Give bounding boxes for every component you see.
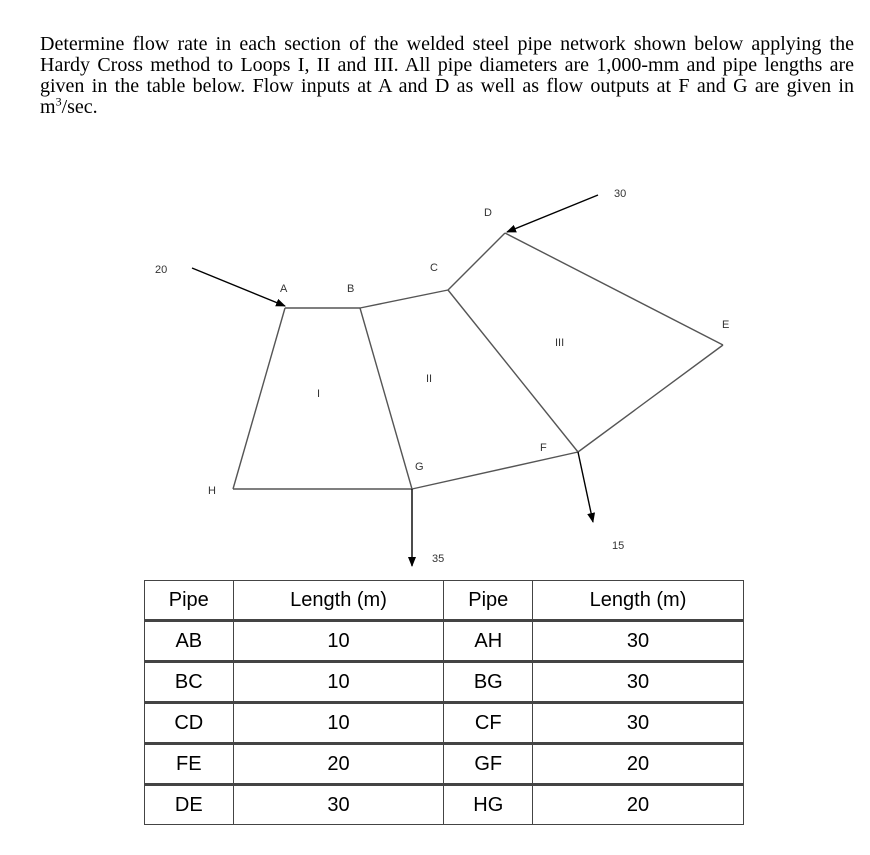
node-label-A: A <box>280 283 288 295</box>
loop-label-II: II <box>426 373 433 385</box>
table-header-row <box>145 581 744 621</box>
arrow-outflow-F <box>578 452 593 522</box>
table-cell: BC <box>145 662 234 703</box>
pipe-CD <box>448 233 505 290</box>
flow-value-out-F: 15 <box>612 540 625 552</box>
table-cell: 30 <box>233 785 444 825</box>
table-row <box>145 744 744 785</box>
pipe-length-table <box>144 580 744 825</box>
unit-superscript: 3 <box>55 94 62 109</box>
flow-values <box>155 188 626 565</box>
problem-text: Determine flow rate in each section of the welded steel pipe network shown below applying the Hardy Cross method to Loops I, II and III. All pipe diameters are 1,000-mm and pipe lengths are given in the table below. Flow inputs at A and D as well as flow outputs at F and G are given in m <box>40 33 854 118</box>
table-header: Length (m) <box>233 581 444 621</box>
table-cell: 30 <box>533 662 744 703</box>
loop-labels <box>317 337 564 400</box>
node-labels <box>208 207 729 497</box>
node-label-G: G <box>415 461 424 473</box>
table-row <box>145 662 744 703</box>
table-cell: FE <box>145 744 234 785</box>
table-cell: CF <box>444 703 533 744</box>
pipes <box>233 233 723 489</box>
arrow-inflow-D <box>507 195 598 232</box>
flow-value-in-A: 20 <box>155 264 168 276</box>
node-label-B: B <box>347 283 355 295</box>
pipe-DE <box>505 233 723 345</box>
table-cell: 20 <box>533 785 744 825</box>
table-cell: 10 <box>233 621 444 662</box>
table-cell: 30 <box>533 621 744 662</box>
node-label-E: E <box>722 319 730 331</box>
flow-value-in-D: 30 <box>614 188 627 200</box>
table-cell: AH <box>444 621 533 662</box>
table-cell: GF <box>444 744 533 785</box>
table-row <box>145 703 744 744</box>
table-cell: 30 <box>533 703 744 744</box>
table-cell: 20 <box>533 744 744 785</box>
flow-value-out-G: 35 <box>432 553 445 565</box>
loop-label-III: III <box>555 337 565 349</box>
table-cell: HG <box>444 785 533 825</box>
arrow-inflow-A <box>192 268 285 306</box>
pipe-CF <box>448 290 578 452</box>
node-label-C: C <box>430 262 438 274</box>
table-header: Pipe <box>145 581 234 621</box>
table-cell: BG <box>444 662 533 703</box>
table-header: Length (m) <box>533 581 744 621</box>
table-cell: 10 <box>233 662 444 703</box>
pipe-BG <box>360 308 412 489</box>
table-cell: DE <box>145 785 234 825</box>
flow-arrows <box>192 195 598 566</box>
table-cell: 10 <box>233 703 444 744</box>
problem-text-end: /sec. <box>61 96 98 118</box>
node-label-H: H <box>208 485 216 497</box>
node-label-D: D <box>484 207 492 219</box>
table-row <box>145 621 744 662</box>
pipe-FE <box>578 345 723 452</box>
pipe-GF <box>412 452 578 489</box>
table-cell: AB <box>145 621 234 662</box>
table-cell: CD <box>145 703 234 744</box>
pipe-AH <box>233 308 285 489</box>
node-label-F: F <box>540 442 547 454</box>
loop-label-I: I <box>317 388 321 400</box>
table-header: Pipe <box>444 581 533 621</box>
table-cell: 20 <box>233 744 444 785</box>
pipe-BC <box>360 290 448 308</box>
table-row <box>145 785 744 825</box>
